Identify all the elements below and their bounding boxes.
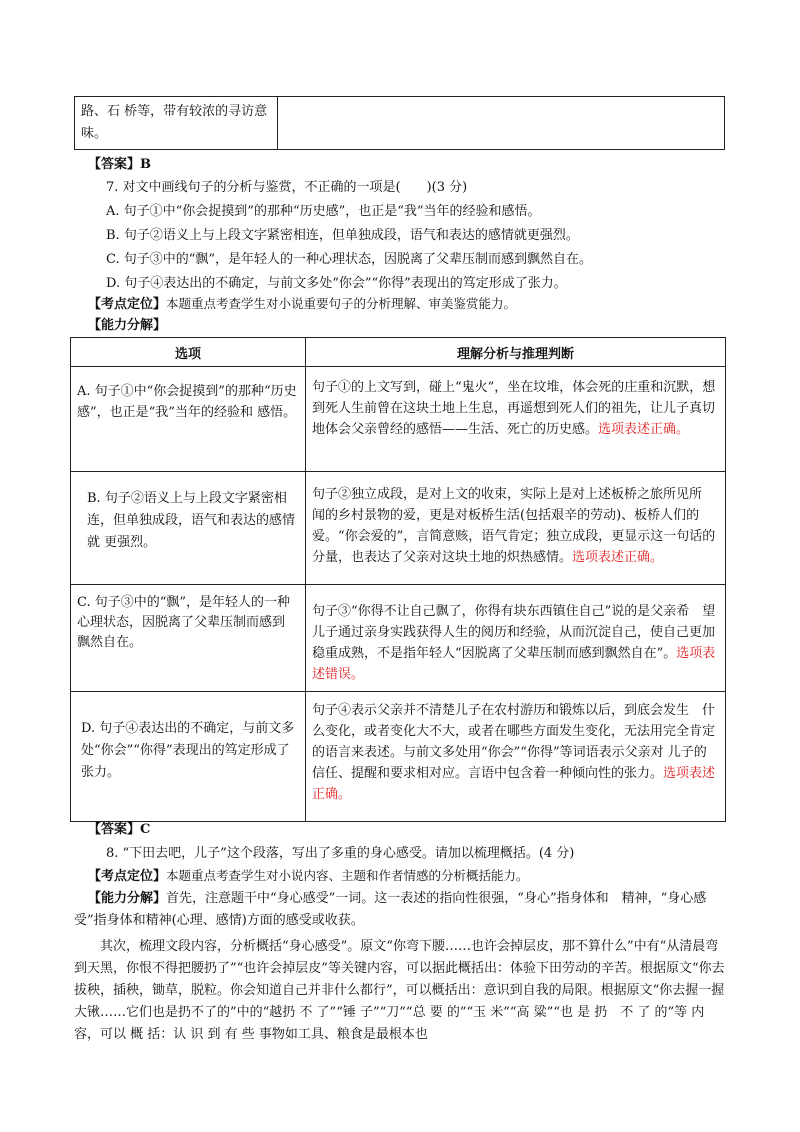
q7-kaodian-text: 本题重点考查学生对小说重要句子的分析理解、审美鉴赏能力。 [166, 296, 517, 311]
row-a-option-text: A. 句子①中“你会捉摸到”的那种“历史感”，也正是“我”当年的经验和 感悟。 [77, 384, 297, 420]
top-table-right-cell [278, 97, 725, 150]
row-b-left [71, 472, 306, 585]
row-c-analysis [312, 601, 719, 685]
table-row [71, 692, 726, 822]
q7-question: 7. 对文中画线句子的分析与鉴赏，不正确的一项是( )(3 分) [106, 180, 468, 195]
row-a-analysis-text: 句子①的上文写到，碰上“鬼火”，坐在坟堆，体会死的庄重和沉默，想到死人生前曾在这块土地上生息，再遥想到死人们的祖先，让儿子真切地体会父亲曾经的感悟——生活、死亡的历史感。 [312, 380, 716, 437]
q7-nengli-label: 【能力分解】 [88, 318, 167, 333]
analysis-table [70, 337, 726, 822]
q8-paragraph-2: 其次，梳理文段内容，分析概括“身心感受”。原文“你弯下腰……也许会掉层皮，那不算什么”中有“从清晨弯到天黑，你恨不得把腰扔了”“也许会掉层皮”等关键内容，可以据此概括出：体验下田劳动的辛苦。根据原文“你去拔秧，插秧，锄草，脱粒。你会知道自己并非什么都行”，可以概括出：意识到自我的局限。根据原文“你去握一握大锹……它们也是扔不了的”中的“越扔 不 了”“锤 子”“刀”“总 要 的”“玉 米”“高 粱”“也 是 扔 不 了 的”等 内 容，可以 概 括：认 识 到 有 些 事物如工具、粮食是最根本也 [74, 939, 725, 1042]
top-table-left-cell [75, 97, 278, 150]
row-d-left [71, 692, 306, 822]
q8-nengli-paragraph [74, 888, 726, 932]
q8-kaodian-text: 本题重点考查学生对小说内容、主题和作者情感的分析概括能力。 [166, 868, 529, 883]
row-c-verdict: 选项表述错误。 [312, 646, 716, 682]
row-b-option-text: B. 句子②语义上与上段文字紧密相连，但单独成段，语气和表达的感情就 更强烈。 [87, 491, 296, 550]
prev-answer-label: 【答案】 [88, 157, 141, 172]
top-table-left-text: 路、石 桥等，带有较浓的寻访意味。 [81, 104, 268, 141]
table-row [71, 367, 726, 472]
row-c-analysis-text: 句子③“你得不让自己飘了，你得有块东西镇住自己”说的是父亲希 望儿子通过亲身实践获得人生的阅历和经验，从而沉淀自己，使自己更加稳重成熟，不是指年轻人“因脱离了父辈压制而感到飘然自在”。 [312, 604, 716, 661]
q8-question: 8. “下田去吧，儿子”这个段落，写出了多重的身心感受。请加以梳理概括。(4 分) [106, 846, 575, 861]
row-b-verdict: 选项表述正确。 [572, 550, 664, 565]
prev-answer-value: B [140, 157, 152, 172]
prev-answer-line [88, 155, 151, 175]
row-c-left [71, 585, 306, 692]
row-c-option-text: C. 句子③中的“飘”，是年轻人的一种心理状态，因脱离了父辈压制而感到 飘然自在。 [77, 595, 291, 650]
header-right: 理解分析与推理判断 [306, 338, 726, 367]
q7-answer-value: C [140, 822, 151, 837]
q8-nengli-text: 首先，注意题干中“身心感受”一词。这一表述的指向性很强，“身心”指身体和 精神，“身心感受”指身体和精神(心理、感情)方面的感受或收获。 [74, 891, 707, 928]
row-d-option-text: D. 句子④表达出的不确定，与前文多 处“你会”“你得”表现出的笃定形成了 张力。 [81, 721, 308, 780]
row-d-analysis [312, 700, 719, 805]
q7-option-d: D. 句子④表达出的不确定，与前文多处“你会”“你得”表现出的笃定形成了张力。 [106, 276, 567, 291]
row-b-analysis [312, 484, 719, 568]
row-c-right [306, 585, 726, 692]
q7-kaodian-line [88, 294, 516, 315]
row-d-analysis-text: 句子④表示父亲并不清楚儿子在农村游历和锻炼以后，到底会发生 什么变化，或者变化大不大，或者在哪些方面发生变化，无法用完全肯定的语言来表述。与前文多处用“你会”“你得”等词语表示父亲对 儿子的信任、提醒和要求相对应。言语中包含着一种倾向性的张力。 [312, 703, 716, 781]
q8-kaodian-line [88, 866, 529, 887]
q7-option-a: A. 句子①中“你会捉摸到”的那种“历史感”，也正是“我”当年的经验和感悟。 [106, 204, 541, 219]
q7-option-c: C. 句子③中的“飘”，是年轻人的一种心理状态，因脱离了父辈压制而感到飘然自在。 [106, 252, 593, 267]
q7-option-b: B. 句子②语义上与上段文字紧密相连，但单独成段，语气和表达的感情就更强烈。 [106, 228, 579, 243]
q7-kaodian-label: 【考点定位】 [88, 297, 167, 312]
q8-kaodian-label: 【考点定位】 [88, 869, 167, 884]
analysis-table-header [71, 338, 726, 367]
row-a-right [306, 367, 726, 472]
top-table [74, 96, 725, 150]
q7-answer-line [88, 820, 150, 840]
table-row [71, 585, 726, 692]
row-a-left [71, 367, 306, 472]
row-d-right [306, 692, 726, 822]
row-a-verdict: 选项表述正确。 [598, 422, 690, 437]
row-d-verdict: 选项表述正确。 [312, 766, 716, 802]
q7-answer-label: 【答案】 [88, 822, 141, 837]
row-a-analysis [312, 377, 719, 440]
row-b-analysis-text: 句子②独立成段，是对上文的收束，实际上是对上述板桥之旅所见所 闻的乡村景物的爱，更是对板桥生活(包括艰辛的劳动)、板桥人们的 爱。“你会爱的”，言简意赅，语气肯定；独立成段，更显示这一句话的 分量，也表达了父亲对这块土地的炽热感情。 [312, 487, 716, 565]
header-left: 选项 [71, 338, 306, 367]
q8-nengli-label: 【能力分解】 [88, 891, 167, 906]
table-row [71, 472, 726, 585]
row-b-right [306, 472, 726, 585]
